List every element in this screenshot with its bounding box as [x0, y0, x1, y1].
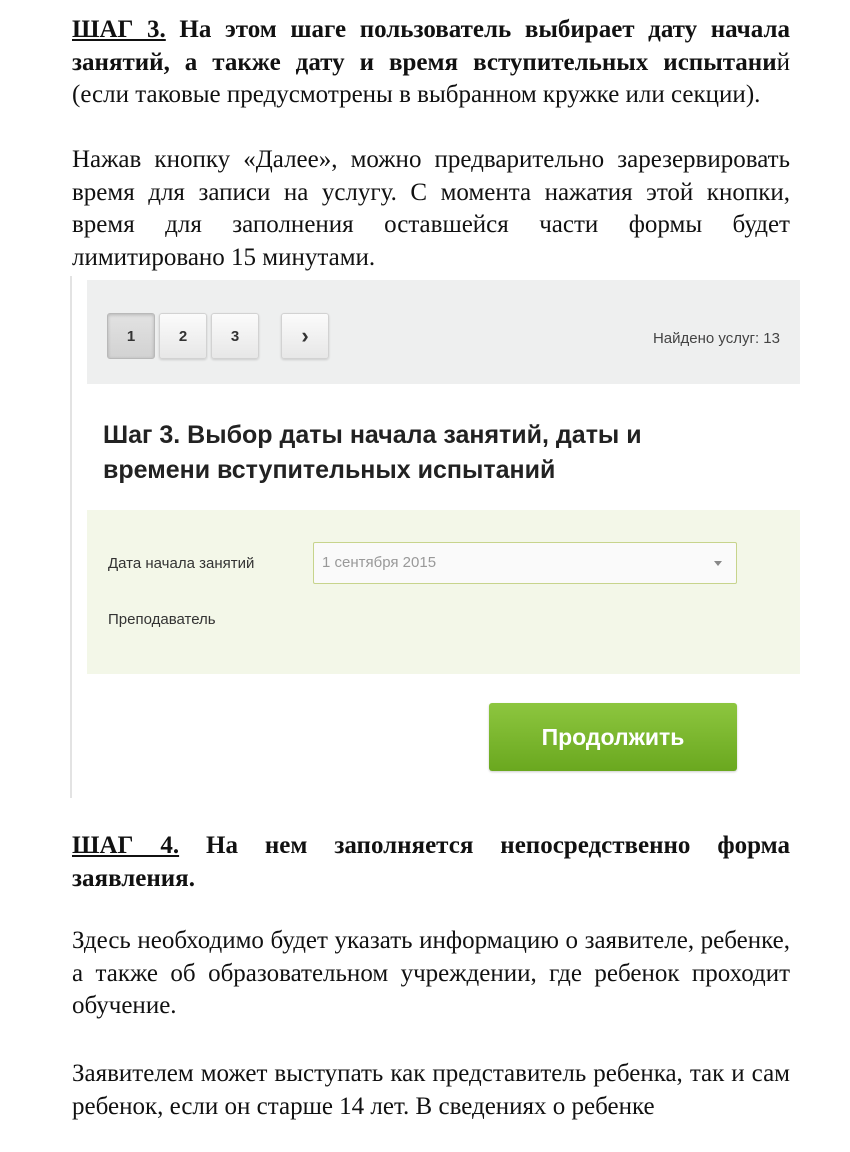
start-date-value: 1 сентября 2015: [322, 554, 437, 571]
step3-paragraph: [72, 14, 790, 112]
applicant-info-paragraph: Здесь необходимо будет указать информацию о заявителе, ребенке, а также об образовательном учреждении, где ребенок проходит обучение.: [72, 927, 790, 1019]
chevron-right-icon: ›: [301, 323, 309, 348]
start-date-select[interactable]: [313, 542, 737, 584]
date-selection-form: [87, 510, 800, 674]
page-button-3[interactable]: 3: [211, 313, 259, 359]
next-page-button[interactable]: [281, 313, 329, 359]
page-button-2[interactable]: 2: [159, 313, 207, 359]
teacher-label: Преподаватель: [108, 611, 216, 628]
embedded-screenshot: [70, 276, 800, 798]
step4-label: ШАГ 4.: [72, 832, 180, 859]
step-title-line-2: времени вступительных испытаний: [103, 456, 556, 484]
pagination-bar: [87, 280, 800, 384]
applicant-paragraph: Заявителем может выступать как представитель ребенка, так и сам ребенок, если он старше 14 лет. В сведениях о ребенке: [72, 1060, 790, 1120]
chevron-down-icon: [714, 561, 722, 566]
page-button-1[interactable]: 1: [107, 313, 155, 359]
start-date-label: Дата начала занятий: [108, 555, 255, 572]
step3-normal-text: й (если таковые предусмотрены в выбранном кружке или секции).: [72, 48, 790, 108]
reserve-paragraph: Нажав кнопку «Далее», можно предварительно зарезервировать время для записи на услугу. С момента нажатия этой кнопки, время для заполнения оставшейся части формы будет лимитировано 15 минутами.: [72, 146, 790, 271]
step3-bold-text: На этом шаге пользователь выбирает дату начала занятий, а также дату и время вступительных испытани: [72, 16, 790, 76]
step4-bold-text: На нем заполняется непосредственно форма заявления.: [72, 832, 790, 892]
step-title-line-1: Шаг 3. Выбор даты начала занятий, даты и: [103, 421, 642, 449]
found-services-count: Найдено услуг: 13: [652, 330, 780, 347]
screenshot-border: [70, 276, 72, 798]
step4-paragraph: [72, 830, 790, 895]
continue-button[interactable]: Продолжить: [489, 703, 737, 771]
step3-label: ШАГ 3.: [72, 16, 166, 43]
step-title: [103, 418, 743, 488]
